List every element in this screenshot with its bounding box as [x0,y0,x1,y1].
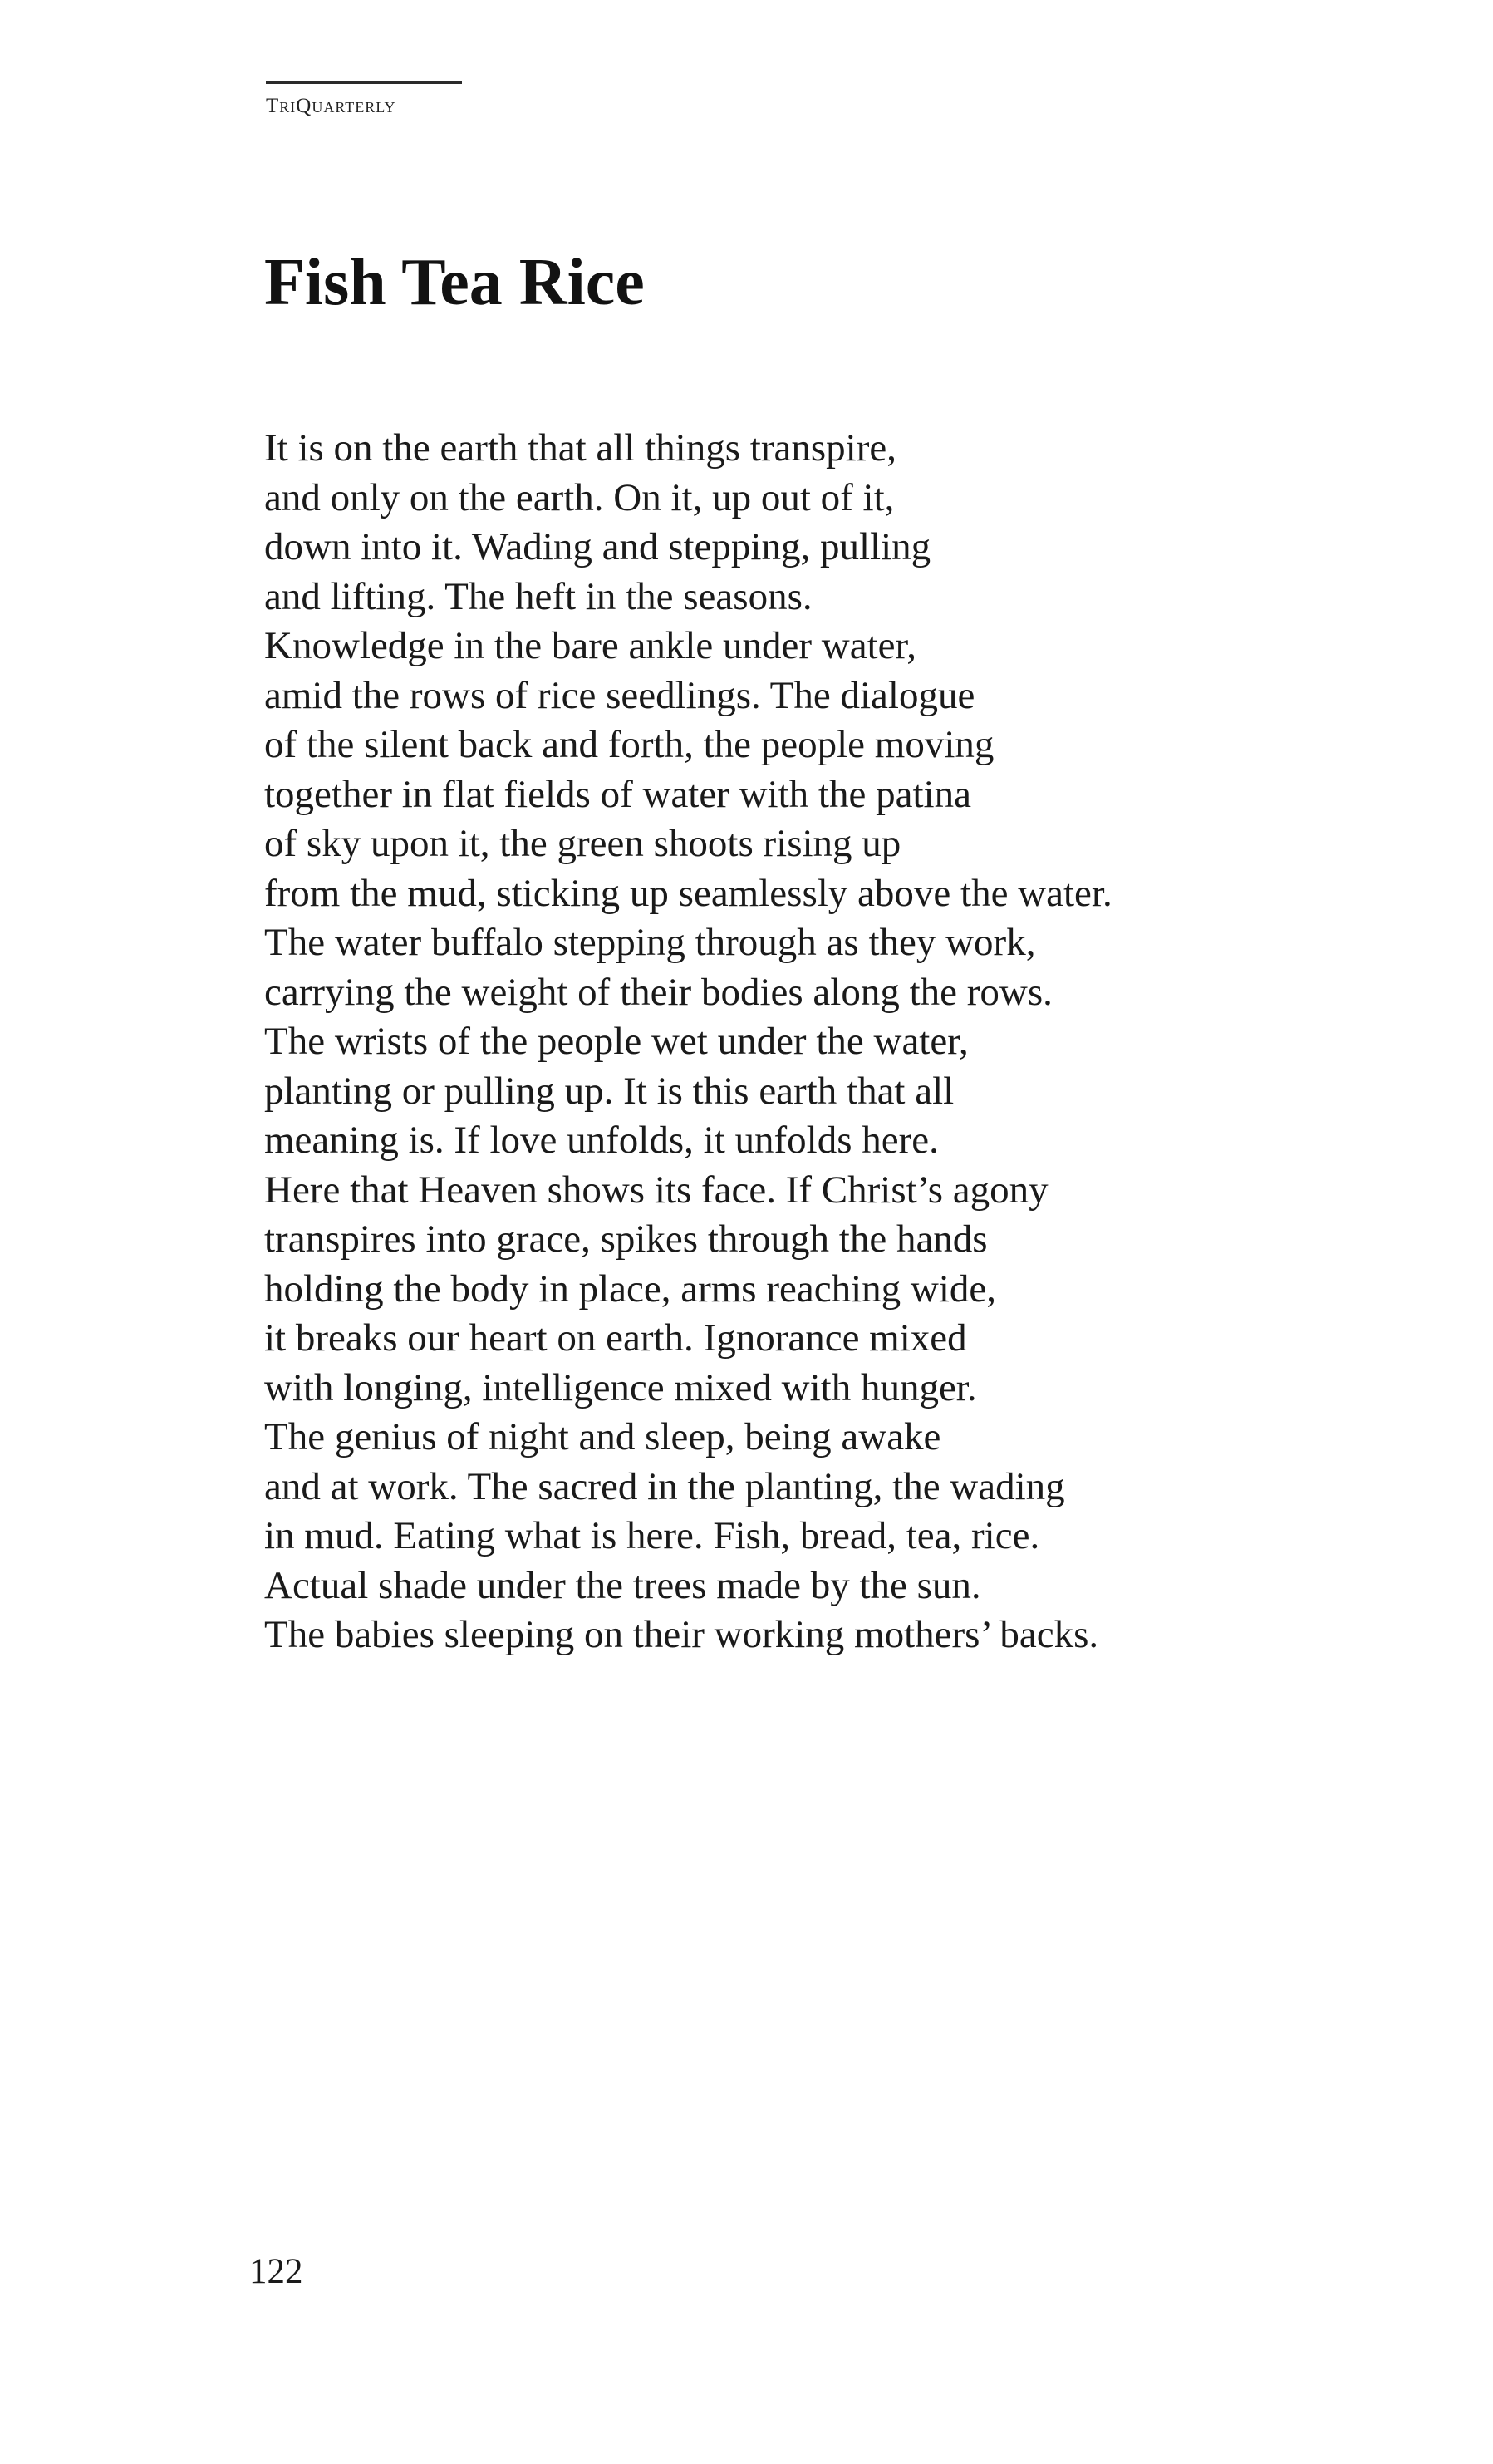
poem-line: and at work. The sacred in the planting, the wading [264,1464,1065,1508]
poem-line: with longing, intelligence mixed with hunger. [264,1365,977,1409]
journal-name: TriQuarterly [266,95,396,117]
poem-line: of the silent back and forth, the people moving [264,723,995,766]
poem-line: The water buffalo stepping through as they work, [264,921,1036,964]
poem-line: from the mud, sticking up seamlessly above the water. [264,871,1112,915]
poem-body [264,424,1344,1660]
poem-line: Actual shade under the trees made by the sun. [264,1563,981,1607]
poem-line: holding the body in place, arms reaching wide, [264,1266,996,1311]
poem-line: Knowledge in the bare ankle under water, [264,624,917,667]
poem-line: transpires into grace, spikes through the hands [264,1217,988,1261]
poem-line: down into it. Wading and stepping, pulling [264,525,931,568]
poem-line: together in flat fields of water with the patina [264,772,971,816]
poem-line: It is on the earth that all things transpire, [264,426,896,470]
poem-line: carrying the weight of their bodies along the rows. [264,970,1053,1014]
poem-line: it breaks our heart on earth. Ignorance mixed [264,1316,967,1360]
running-head [266,81,462,116]
poem-line: The genius of night and sleep, being awake [264,1415,941,1458]
poem-line: planting or pulling up. It is this earth that all [264,1069,955,1113]
poem-line: The wrists of the people wet under the water, [264,1020,969,1063]
poem-line: in mud. Eating what is here. Fish, bread, tea, rice. [264,1514,1040,1557]
poem-line: of sky upon it, the green shoots rising up [264,822,901,865]
poem-line: Here that Heaven shows its face. If Christ’s agony [264,1168,1049,1212]
poem-line: and only on the earth. On it, up out of it, [264,475,895,519]
poem-line: meaning is. If love unfolds, it unfolds here. [264,1119,939,1162]
poem-line: amid the rows of rice seedlings. The dialogue [264,673,975,717]
poem-line: The babies sleeping on their working mothers’ backs. [264,1613,1099,1656]
running-head-rule [266,81,462,84]
page-number: 122 [249,2252,303,2291]
poem-line: and lifting. The heft in the seasons. [264,574,813,618]
poem-title: Fish Tea Rice [264,246,645,319]
